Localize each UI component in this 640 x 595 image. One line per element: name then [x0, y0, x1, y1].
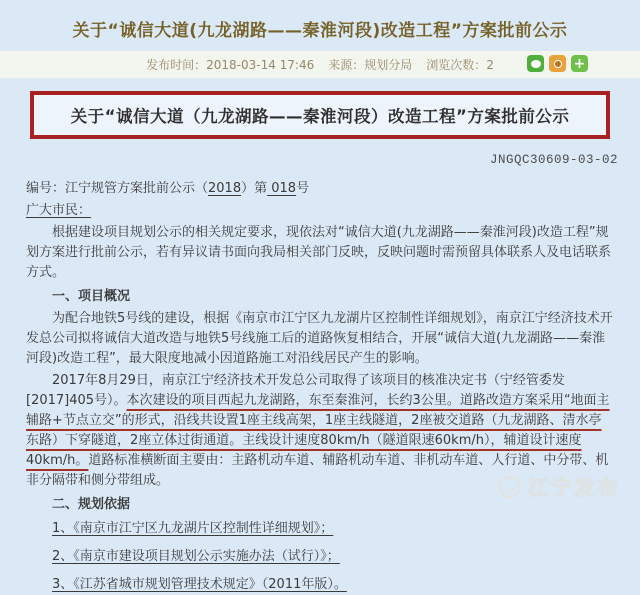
reference-list: [26, 519, 614, 595]
reference-link-3[interactable]: 3、《江苏省城市规划管理技术规定》（2011年版）。: [52, 577, 347, 592]
view-count: [426, 56, 494, 73]
more-share-icon[interactable]: +: [571, 55, 588, 72]
number-year: 2018: [208, 181, 242, 196]
page-title: 关于“诚信大道(九龙湖路——秦淮河段)改造工程”方案批前公示: [72, 21, 568, 41]
paragraph-background: 为配合地铁5号线的建设，根据《南京市江宁区九龙湖片区控制性详细规划》，南京江宁经济技术开发总公司拟将诚信大道改造与地铁5号线施工后的道路恢复相结合，开展“诚信大道(九龙湖路——秦淮河段)改造工程”，最大限度地减小因道路施工对沿线居民产生的影响。: [26, 311, 613, 366]
section-heading-overview: 一、项目概况: [52, 289, 131, 304]
view-count-label: 浏览次数：: [426, 58, 487, 72]
jiangning-release-logo-icon: [499, 476, 521, 498]
reference-link-1[interactable]: 1、《南京市江宁区九龙湖片区控制性详细规划》；: [52, 521, 334, 536]
watermark: [499, 472, 620, 502]
publish-time-value: 2018-03-14 17:46: [206, 58, 315, 72]
meta-bar: [0, 51, 640, 78]
boxed-notice-title: 关于“诚信大道（九龙湖路——秦淮河段）改造工程”方案批前公示: [30, 91, 610, 139]
view-count-value: 2: [486, 58, 494, 72]
approval-text: 2017年8月29日，南京江宁经济技术开发总公司取得了该项目的核准决定书（宁经管委发[2017]405号）。: [26, 373, 565, 408]
section-heading-basis: 二、规划依据: [52, 497, 131, 512]
chat-bubble-glyph: [531, 60, 541, 68]
source-value: 规划分局: [364, 58, 413, 72]
number-prefix: 编号：江宁规管方案批前公示（: [26, 181, 209, 196]
cross-section-text: 道路标准横断面主要由：主路机动车道、辅路机动车道、非机动车道、人行道、中分带、机非分隔带和侧分带组成。: [26, 453, 609, 488]
source: [328, 56, 412, 73]
camera-lens-glyph: [554, 60, 562, 68]
publish-time: [146, 56, 314, 73]
notice-body: [0, 167, 640, 595]
publish-time-label: 发布时间：: [146, 58, 207, 72]
source-label: 来源：: [328, 58, 365, 72]
document-code: JNGQC30609-03-02: [489, 153, 618, 167]
number-suffix: 号: [296, 181, 310, 196]
paragraph-intro: 根据建设项目规划公示的相关规定要求，现依法对“诚信大道(九龙湖路——秦淮河段)改造工程”规划方案进行批前公示，若有异议请书面向我局相关部门反映，反映问题时需预留具体联系人及电话联系方式。: [26, 225, 612, 280]
share-icons: [527, 55, 588, 72]
photo-share-icon[interactable]: [549, 55, 566, 72]
highlighted-project-scope: 本次建设的项目西起九龙湖路，东至秦淮河，长约3公里。道路改造方案采用“地面主辅路+节点立交”的形式，沿线共设置1座主线高架，1座主线隧道，2座被交道路（九龙湖路、清水亭东路）下穿隧道，2座立体过街通道。主线设计速度80km/h（隧道限速60km/h），辅道设计速度40km/h。: [26, 393, 610, 468]
salutation: 广大市民：: [26, 203, 92, 218]
number-mid: ）第: [241, 181, 268, 196]
notice-number-line: [26, 179, 614, 199]
watermark-text: 江宁发布: [528, 476, 620, 500]
reference-link-2[interactable]: 2、《南京市建设项目规划公示实施办法（试行）》；: [52, 549, 340, 564]
wechat-share-icon[interactable]: [527, 55, 544, 72]
number-value: 018: [267, 181, 297, 196]
